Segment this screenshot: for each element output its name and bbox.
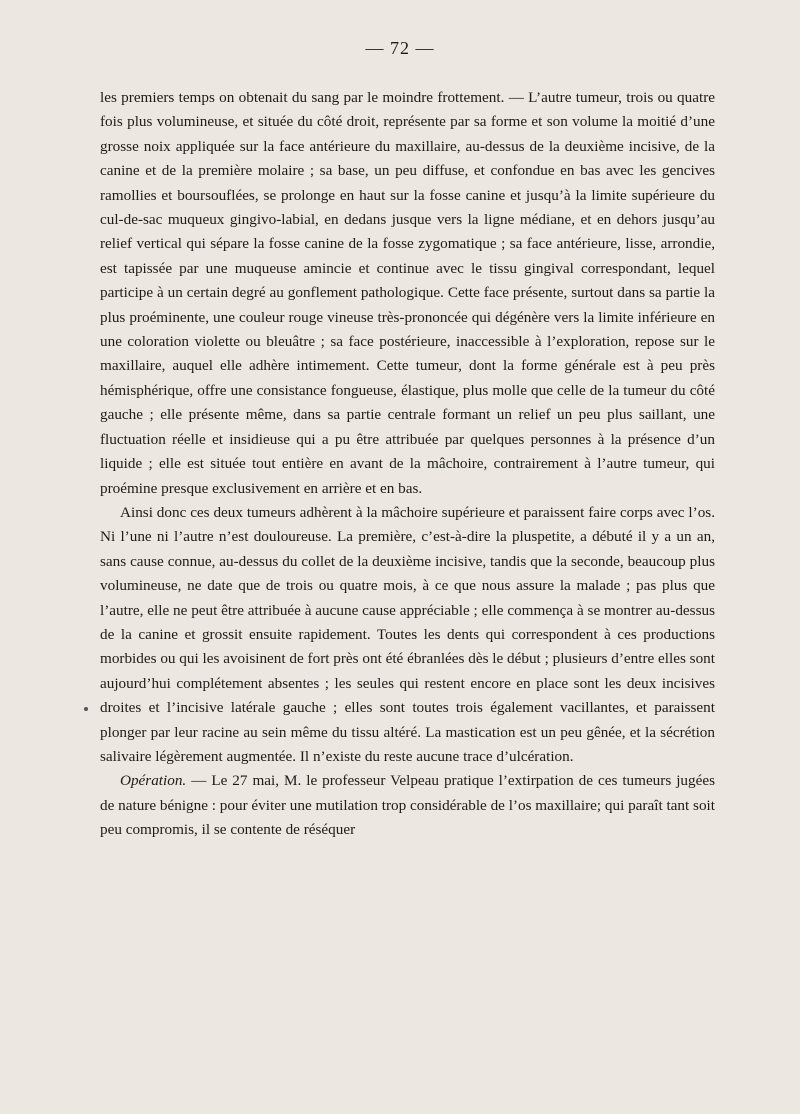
page-number: — 72 — bbox=[365, 38, 435, 58]
paragraph-tumor-summary: Ainsi donc ces deux tumeurs adhèrent à la mâchoire supérieure et paraissent faire corps avec l’os. Ni l’une ni l’autre n’est douloureuse. La première, c’est-à-dire la pluspetite, a débuté il y a un an, sans cause connue, au-dessus du collet de la deuxième incisive, tandis que la seconde, beaucoup plus volumineuse, ne date que de trois ou quatre mois, à ce que nous assure la malade ; pas plus que l’autre, elle ne peut être attribuée à aucune cause appréciable ; elle commença à se montrer au-dessus de la canine et grossit ensuite rapidement. Toutes les dents qui correspondent à ces productions morbides ou qui les avoisinent de fort près ont été ébranlées dès le début ; plusieurs d’entre elles sont aujourd’hui complétement absentes ; les seules qui restent encore en place sont les deux incisives droites et l’incisive latérale gauche ; elles sont toutes trois également vacillantes, et paraissent plonger par leur racine au sein même du tissu altéré. La mastication est un peu gênée, et la sécrétion salivaire légèrement augmentée. Il n’existe du reste aucune trace d’ulcération. bbox=[100, 503, 715, 765]
body-text bbox=[100, 86, 715, 843]
operation-label: Opération. bbox=[120, 772, 187, 790]
paragraph-tumor-description: les premiers temps on obtenait du sang par le moindre frottement. — L’autre tumeur, trois ou quatre fois plus volumineuse, et située du côté droit, représente par sa forme et son volume la moitié d’une grosse noix appliquée sur la face antérieure du maxillaire, au-dessus de la deuxième incisive, de la canine et de la première molaire ; sa base, un peu diffuse, et confondue en bas avec les gencives ramollies et boursouflées, se prolonge en haut sur la fosse canine et jusqu’à la limite supérieure du cul-de-sac muqueux gingivo-labial, en dedans jusque vers la ligne médiane, et en dehors jusqu’au relief vertical qui sépare la fosse canine de la fosse zygomatique ; sa face antérieure, lisse, arrondie, est tapissée par une muqueuse amincie et continue avec le tissu gingival correspondant, lequel participe à un certain degré au gonflement pathologique. Cette face présente, surtout dans sa partie la plus proéminente, une couleur rouge vineuse très-prononcée qui dégénère vers la limite inférieure en une coloration violette ou bleuâtre ; sa face postérieure, inaccessible à l’exploration, repose sur le maxillaire, auquel elle adhère intimement. Cette tumeur, dont la forme générale est à peu près hémisphérique, offre une consistance fongueuse, élastique, plus molle que celle de la tumeur du côté gauche ; elle présente même, dans sa partie centrale formant un relief un peu plus saillant, une fluctuation réelle et insidieuse qui a pu être attribuée par quelques personnes à la présence d’un liquide ; elle est située tout entière en avant de la mâchoire, contrairement à l’autre tumeur, qui proémine presque exclusivement en arrière et en bas. bbox=[100, 89, 715, 497]
paragraph-operation bbox=[100, 769, 715, 842]
ink-speck bbox=[84, 707, 88, 711]
operation-text: — Le 27 mai, M. le professeur Velpeau pratique l’extirpation de ces tumeurs jugées de nature bénigne : pour éviter une mutilation trop considérable de l’os maxillaire; qui paraît tant soit peu compromis, il se contente de réséquer bbox=[100, 772, 715, 839]
